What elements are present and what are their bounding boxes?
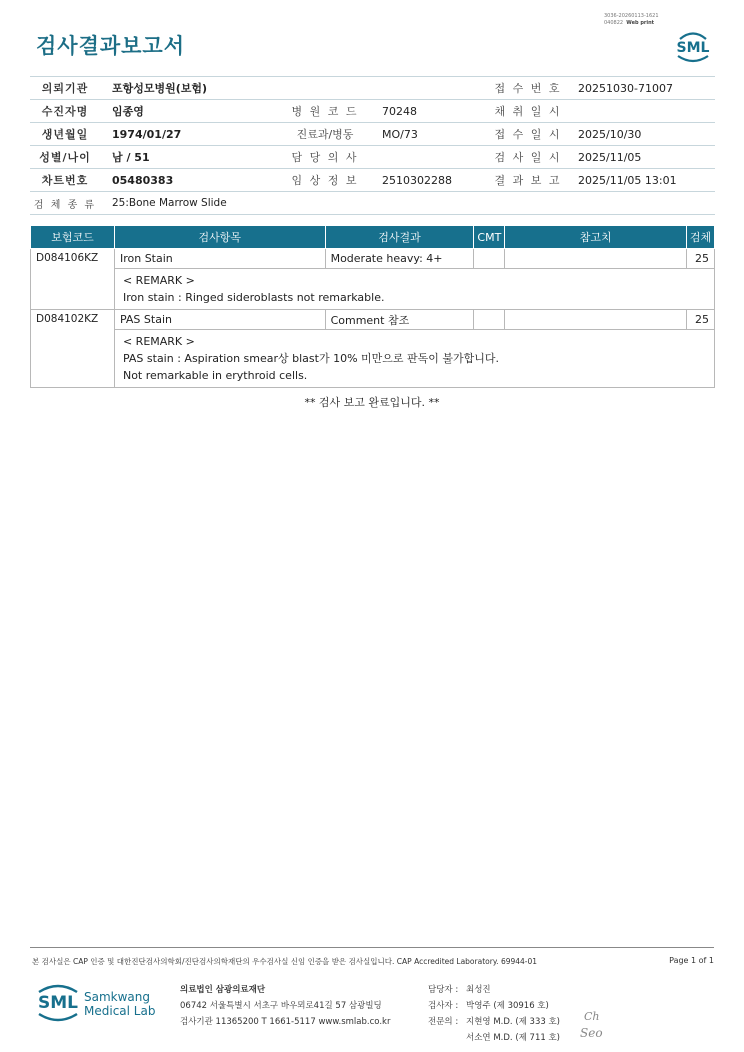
col-header-cmt: CMT [474, 226, 505, 249]
specimen-value: 25:Bone Marrow Slide [100, 192, 715, 215]
samkwang-logo [36, 980, 176, 1030]
hospital-value: 포항성모병원(보험) [100, 77, 490, 100]
accreditation-note: 본 검사실은 CAP 인증 및 대한진단검사의학회/진단검사의학재단의 우수검사실 신임 인증을 받은 검사실입니다. CAP Accredited Laboratory. 69944-01 [32, 957, 538, 966]
patient-info-table [30, 76, 715, 215]
org-address: 06742 서울특별시 서초구 바우뫼로41길 57 삼광빌딩 [180, 1001, 382, 1011]
col-header-code: 보험코드 [31, 226, 115, 249]
receipt-date-value: 2025/10/30 [566, 123, 715, 146]
signature-2: Seo [580, 1026, 603, 1040]
doctor-value [370, 146, 490, 169]
doctor-label: 담 당 의 사 [280, 146, 370, 169]
hosp-code-value: 70248 [370, 100, 490, 123]
report-date-value: 2025/11/05 13:01 [566, 169, 715, 192]
staff-name: 최성진 [466, 985, 491, 995]
print-meta-line1: 3036-20260113-1621 [604, 13, 659, 19]
org-contact: 검사기관 11365200 T 1661-5117 www.smlab.co.kr [180, 1017, 391, 1027]
logo-name-line1: Samkwang [84, 990, 150, 1004]
insurance-code: D084106KZ [31, 249, 115, 310]
chart-value: 05480383 [100, 169, 280, 192]
birth-label: 생년월일 [30, 123, 100, 146]
collect-date-label: 채 취 일 시 [490, 100, 566, 123]
remark-cell [114, 269, 714, 310]
page-number: Page 1 of 1 [669, 956, 714, 965]
reference-cell [505, 310, 687, 330]
receipt-no-label: 접 수 번 호 [490, 77, 566, 100]
col-header-item: 검사항목 [114, 226, 325, 249]
patient-label: 수진자명 [30, 100, 100, 123]
signature-1: Ch [584, 1010, 600, 1023]
footer-divider [30, 947, 714, 948]
results-table [30, 225, 715, 388]
remark-line: Not remarkable in erythroid cells. [122, 369, 308, 382]
sml-logo-icon [36, 980, 176, 1026]
logo-bottom-text: SML [38, 993, 78, 1013]
birth-value: 1974/01/27 [100, 123, 280, 146]
hosp-code-label: 병 원 코 드 [280, 100, 370, 123]
sml-logo-icon [672, 26, 714, 64]
logo-name-line2: Medical Lab [84, 1004, 156, 1018]
remark-row [31, 330, 715, 388]
specimen-cell: 25 [686, 310, 714, 330]
info-row [30, 192, 715, 215]
clinical-value: 2510302288 [370, 169, 490, 192]
info-row [30, 123, 715, 146]
info-row [30, 169, 715, 192]
sex-age-label: 성별/나이 [30, 146, 100, 169]
test-date-value: 2025/11/05 [566, 146, 715, 169]
table-row [31, 310, 715, 330]
test-item: Iron Stain [114, 249, 325, 269]
receipt-date-label: 접 수 일 시 [490, 123, 566, 146]
web-print-label: Web print [626, 20, 655, 26]
org-name: 의료법인 삼광의료재단 [180, 985, 266, 995]
col-header-specimen: 검체 [686, 226, 714, 249]
remark-line: PAS stain : Aspiration smear상 blast가 10% 미만으로 판독이 불가합니다. [122, 352, 500, 365]
remark-title: < REMARK > [122, 335, 195, 348]
specimen-label: 검 체 종 류 [30, 192, 100, 215]
staff-name: 서소연 M.D. (제 711 호) [466, 1033, 561, 1043]
remark-cell [114, 330, 714, 388]
info-row [30, 100, 715, 123]
signature-image [578, 1006, 618, 1042]
table-row [31, 249, 715, 269]
info-row [30, 146, 715, 169]
collect-date-value [566, 100, 715, 123]
staff-info [428, 982, 560, 1046]
staff-role: 담당자 : [428, 985, 459, 995]
test-date-label: 검 사 일 시 [490, 146, 566, 169]
cmt-cell [474, 310, 505, 330]
reference-cell [505, 249, 687, 269]
patient-value: 임종영 [100, 100, 280, 123]
remark-line: Iron stain : Ringed sideroblasts not remarkable. [122, 291, 385, 304]
hospital-label: 의뢰기관 [30, 77, 100, 100]
logo-top-text: SML [676, 40, 710, 56]
receipt-no-value: 20251030-71007 [566, 77, 715, 100]
organization-info [180, 982, 390, 1030]
results-header-row [31, 226, 715, 249]
remark-row [31, 269, 715, 310]
print-meta [604, 13, 659, 27]
cmt-cell [474, 249, 505, 269]
print-meta-line2: 040822 [604, 20, 624, 26]
clinical-label: 임 상 정 보 [280, 169, 370, 192]
completion-message: ** 검사 보고 완료입니다. ** [304, 396, 440, 409]
info-row [30, 77, 715, 100]
dept-value: MO/73 [370, 123, 490, 146]
staff-role: 검사자 : [428, 1001, 459, 1011]
dept-label: 진료과/병동 [280, 123, 370, 146]
col-header-result: 검사결과 [325, 226, 474, 249]
report-title: 검사결과보고서 [36, 34, 186, 58]
chart-label: 차트번호 [30, 169, 100, 192]
staff-role: 전문의 : [428, 1017, 459, 1027]
report-date-label: 결 과 보 고 [490, 169, 566, 192]
remark-title: < REMARK > [122, 274, 195, 287]
sex-age-value: 남 / 51 [100, 146, 280, 169]
specimen-cell: 25 [686, 249, 714, 269]
insurance-code: D084102KZ [31, 310, 115, 388]
test-result: Comment 참조 [325, 310, 474, 330]
test-item: PAS Stain [114, 310, 325, 330]
test-result: Moderate heavy: 4+ [325, 249, 474, 269]
col-header-ref: 참고치 [505, 226, 687, 249]
staff-name: 지현영 M.D. (제 333 호) [466, 1017, 561, 1027]
staff-name: 박영주 (제 30916 호) [466, 1001, 549, 1011]
